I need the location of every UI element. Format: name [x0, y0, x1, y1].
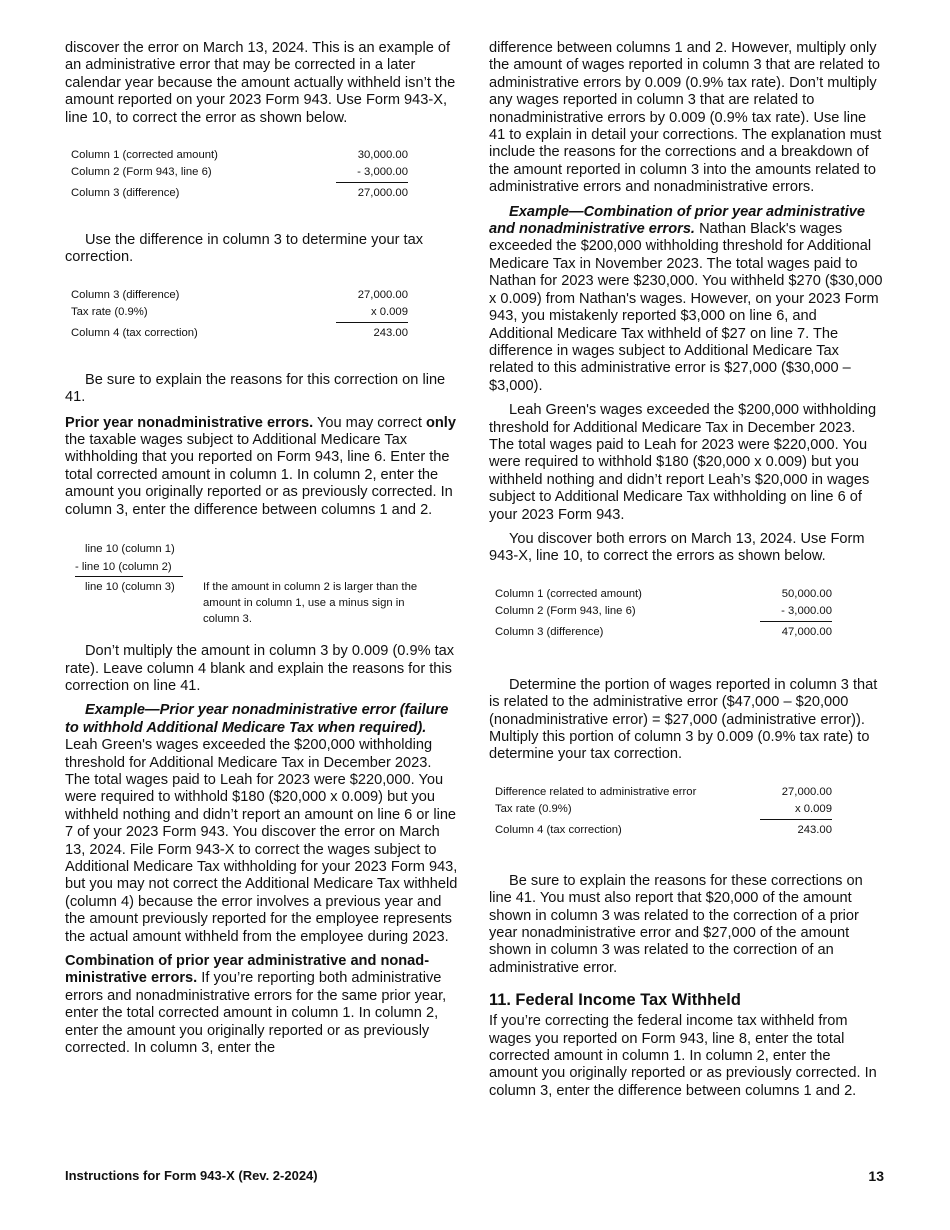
row-value: 27,000.00 [357, 288, 408, 301]
example-table-3 [495, 586, 832, 641]
paragraph: discover the error on March 13, 2024. This is an example of an administrative error that may be corrected in a later calendar year because the amount actually withheld isn’t the amount reported on your 2023 Form 943. Use Form 943-X, line 10, to correct the error as shown below. [65, 40, 456, 126]
row-value: 243.00 [373, 326, 408, 339]
row-label: Column 3 (difference) [495, 625, 604, 638]
text-run: Leah Green's wages exceeded the $200,000 withholding threshold for Additional Medicare Tax in December 2023. The total wages paid to Leah for 2023 were $220,000. You were required to withhold $180 ($20,000 x 0.009) but you withheld nothing and didn’t report an amount on line 6 or line 7 of your 2023 Form 943. You discover the error on March 13, 2024. File Form 943-X to correct the wages subject to Additional Medicare Tax withholding for your 2023 Form 943, but you may not correct the Additional Medicare Tax withheld (column 4) because the error involves a previous year and the amount previously reported for the employee represents the actual amount withheld from the employee during 2023. [65, 737, 458, 945]
paragraph [65, 415, 459, 519]
left-column [65, 40, 459, 1057]
paragraph: Use the difference in column 3 to determine your tax correction. [65, 232, 424, 266]
row-label: Column 1 (corrected amount) [71, 149, 218, 162]
formula-line: line 10 (column 1) [85, 543, 175, 556]
row-value: 27,000.00 [781, 785, 832, 798]
text-run: You may correct [316, 414, 422, 431]
paragraph: Leah Green's wages exceeded the $200,000 withholding threshold for Additional Medicare Tax in December 2023. The total wages paid to Leah for 2023 were $220,000. You were required to withhold $180 ($20,000 x 0.009) but you withheld nothing and didn’t report Leah’s $20,000 in wages subject to Additional Medicare Tax withholding on line 6 of your 2023 Form 943. [489, 402, 877, 523]
sum-rule [75, 576, 183, 577]
table-row [71, 325, 408, 342]
table-row [71, 287, 408, 304]
row-label: Tax rate (0.9%) [71, 305, 148, 318]
row-value: 50,000.00 [781, 587, 832, 600]
paragraph: Be sure to explain the reasons for this correction on line 41. [65, 371, 446, 406]
emphasis: only [425, 414, 456, 431]
row-label: Column 4 (tax correction) [71, 326, 198, 339]
run-in-heading: Prior year nonadministrative errors. [65, 414, 314, 431]
paragraph: Determine the portion of wages reported in column 3 that is related to the administrative error ($47,000 – $20,000 (nonadministrative error) = $27,000 (administrative error)). Multiply this portion of column 3 by 0.009 (0.9% tax rate) to determine your tax correction. [489, 676, 878, 763]
table-row [495, 624, 832, 641]
sum-rule [336, 182, 408, 183]
table-row [495, 586, 832, 603]
paragraph: If you’re correcting the federal income tax withheld from wages you reported on Form 943, line 8, enter the total corrected amount in column 1. In column 2, enter the amount you originally reported or as previously corrected. In column 3, enter the difference between columns 1 and 2. [489, 1013, 877, 1099]
row-label: Tax rate (0.9%) [495, 802, 572, 815]
page-number: 13 [868, 1168, 884, 1184]
table-row [71, 164, 408, 181]
paragraph [65, 702, 459, 946]
table-row [495, 822, 832, 839]
line-formula-table [75, 541, 459, 627]
row-value: x 0.009 [370, 305, 408, 318]
footer-title: Instructions for Form 943-X (Rev. 2-2024) [65, 1168, 318, 1183]
formula-line: - line 10 (column 2) [75, 561, 172, 574]
row-label: Difference related to administrative error [495, 785, 697, 798]
row-label: Column 1 (corrected amount) [495, 587, 642, 600]
table-row [71, 147, 408, 164]
row-value: 243.00 [797, 823, 832, 836]
paragraph: Don’t multiply the amount in column 3 by 0.009 (0.9% tax rate). Leave column 4 blank and explain the reasons for this correction on line 41. [65, 643, 455, 694]
formula-note: If the amount in column 2 is larger than the amount in column 1, use a minus sign in column 3. [203, 581, 418, 626]
row-label: Column 3 (difference) [71, 187, 180, 200]
paragraph [65, 953, 459, 1057]
table-row [71, 304, 408, 321]
row-value: - 3,000.00 [357, 166, 408, 179]
sum-rule [760, 621, 832, 622]
text-run: Nathan Black's wages exceeded the $200,000 withholding threshold for Additional Medicare Tax in November 2023. The total wages paid to Nathan for 2023 were $230,000. You withheld $270 ($30,000 x 0.009) from Nathan's wages. However, on your 2023 Form 943, you mistakenly reported $3,000 on line 6, and Additional Medicare Tax withheld of $27 on line 7. The difference in wages subject to Additional Medicare Tax related to this administrative error is $27,000 ($30,000 – $3,000). [489, 221, 883, 394]
row-label: Column 4 (tax correction) [495, 823, 622, 836]
run-in-heading: Example—Combination of prior year administrative and nonadministrative errors. [489, 203, 866, 238]
right-column [489, 40, 883, 1100]
section-heading: 11. Federal Income Tax Withheld [489, 991, 741, 1010]
row-value: - 3,000.00 [781, 604, 832, 617]
example-table-1 [71, 147, 408, 202]
example-table-2 [71, 287, 408, 342]
table-row [71, 185, 408, 202]
run-in-heading: Example—Prior year nonadministrative error (failure to withhold Additional Medicare Tax when required). [65, 702, 449, 736]
example-table-4 [495, 784, 832, 839]
formula-line: line 10 (column 3) [85, 581, 175, 594]
row-value: 47,000.00 [781, 625, 832, 638]
row-value: 27,000.00 [357, 187, 408, 200]
text-run: If you’re reporting both administrative errors and nonadministrative errors for the same prior year, enter the total corrected amount in column 1. In column 2, enter the amount you originally reported or as previously corrected. In column 3, enter the [65, 970, 447, 1057]
paragraph: difference between columns 1 and 2. However, multiply only the amount of wages reported in column 3 that are related to administrative errors by 0.009 (0.9% tax rate). Don’t multiply any wages reported in column 3 that are related to nonadministrative errors by 0.009 (0.9% tax rate). Use line 41 to explain in detail your corrections. The explanation must include the reasons for the corrections and a breakdown of the amount reported in column 3 into the amounts related to administrative errors and nonadministrative errors. [489, 40, 882, 196]
table-row [495, 603, 832, 620]
sum-rule [760, 819, 832, 820]
paragraph: Be sure to explain the reasons for these corrections on line 41. You must also report that $20,000 of the amount shown in column 3 was related to the correction of a prior year nonadministrative error and $27,000 of the amount shown in column 3 was related to the correction of an administrative error. [489, 872, 863, 976]
paragraph [489, 204, 883, 395]
row-label: Column 3 (difference) [71, 288, 180, 301]
sum-rule [336, 322, 408, 323]
text-run: the taxable wages subject to Additional Medicare Tax withholding that you reported on Form 943, line 6. Enter the total corrected amount in column 1. In column 2, enter the amount you originally reported or as previously corrected. In column 3, enter the difference between columns 1 and 2. [65, 432, 453, 518]
run-in-heading: Combination of prior year administrative and nonad-ministrative errors. [65, 953, 430, 987]
row-value: 30,000.00 [357, 149, 408, 162]
paragraph: You discover both errors on March 13, 2024. Use Form 943-X, line 10, to correct the errors as shown below. [489, 530, 865, 565]
row-value: x 0.009 [794, 802, 832, 815]
row-label: Column 2 (Form 943, line 6) [71, 166, 212, 179]
table-row [495, 784, 832, 801]
table-row [495, 801, 832, 818]
row-label: Column 2 (Form 943, line 6) [495, 604, 636, 617]
